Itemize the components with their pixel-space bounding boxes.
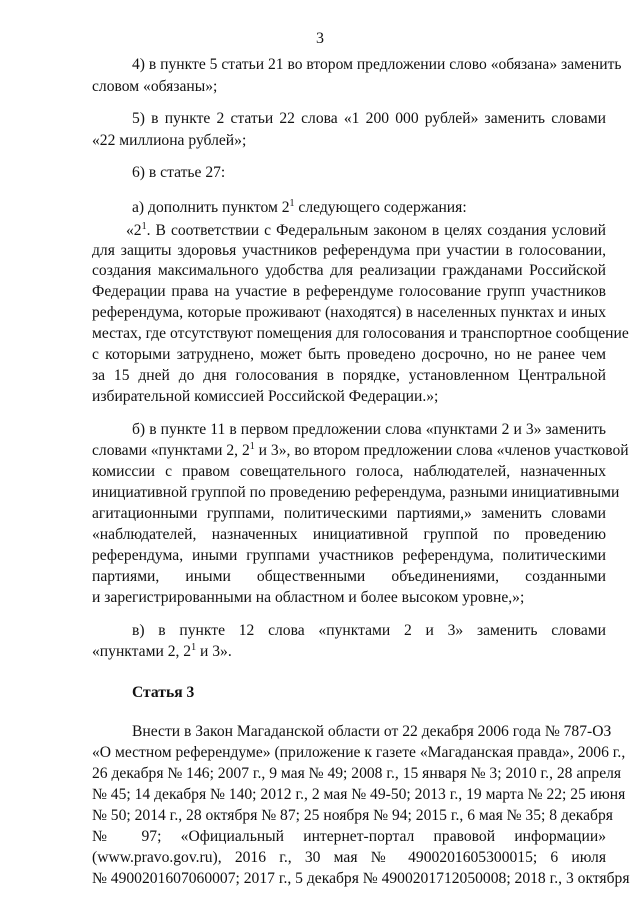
- item-6-line-1: 6) в статье 27:: [132, 164, 226, 181]
- subitem-a-line-4: создания максимального удобства для реализации гражданами Российской: [92, 262, 606, 279]
- subitem-b-line-2: словами «пунктами 2, $2^1$ и 3», во втором предложении слова «членов участковой: [92, 440, 629, 459]
- item-5-line-1: 5) в пункте 2 статьи 22 слова «1 200 000 рублей» заменить словами: [132, 110, 606, 127]
- subitem-b-line-5: агитационными группами, политическими партиями,» заменить словами: [92, 505, 606, 522]
- article-3-line-5: № 50; 2014 г., 28 октября № 87; 25 ноября № 94; 2015 г., 6 мая № 35; 8 декабря: [92, 807, 613, 824]
- item-4-line-1: 4) в пункте 5 статьи 21 во втором предложении слово «обязана» заменить: [132, 56, 622, 73]
- subitem-b-line-6: «наблюдателей, назначенных инициативной группой по проведению: [92, 526, 606, 543]
- subitem-a-line-5: Федерации права на участие в референдуме голосование групп участников: [92, 283, 606, 300]
- subitem-b-line-8: партиями, иными общественными объединениями, созданными: [92, 568, 606, 585]
- subitem-b-line-7: референдума, иными группами участников референдума, политическими: [92, 547, 606, 564]
- article-3-line-4: № 45; 14 декабря № 140; 2012 г., 2 мая № 49-50; 2013 г., 19 марта № 22; 25 июня: [92, 786, 626, 803]
- page-number: 3: [316, 30, 324, 47]
- subitem-b-line-4: инициативной группой по проведению референдума, разными инициативными: [92, 484, 620, 501]
- subitem-b-line-1: б) в пункте 11 в первом предложении слова «пунктами 2 и 3» заменить: [132, 421, 606, 438]
- article-3-line-8: № 4900201607060007; 2017 г., 5 декабря № 4900201712050008; 2018 г., 3 октября: [92, 870, 630, 887]
- subitem-v-line-1: в) в пункте 12 слова «пунктами 2 и 3» заменить словами: [132, 622, 606, 639]
- subitem-b-line-9: и зарегистрированными на областном и более высоком уровне,»;: [92, 589, 525, 606]
- article-3-line-2: «О местном референдуме» (приложение к газете «Магаданская правда», 2006 г.,: [92, 744, 626, 761]
- subitem-v-line-2: «пунктами 2, $2^1$ и 3».: [92, 641, 232, 660]
- article-3-line-7: (www.pravo.gov.ru), 2016 г., 30 мая № 4900201605300015; 6 июля: [92, 849, 606, 866]
- subitem-a-line-2: «$2^1$. В соответствии с Федеральным законом в целях создания условий: [126, 220, 606, 239]
- subitem-b-line-3: комиссии с правом совещательного голоса, наблюдателей, назначенных: [92, 463, 606, 480]
- subitem-a-line-9: за 15 дней до дня голосования в порядке, установленном Центральной: [92, 367, 606, 384]
- subitem-a-line-3: для защиты здоровья участников референдума при участии в голосовании,: [92, 242, 606, 259]
- subitem-a-line-10: избирательной комиссией Российской Федерации.»;: [92, 388, 439, 405]
- article-3-line-6: № 97; «Официальный интернет-портал правовой информации»: [92, 828, 606, 845]
- article-3-line-1: Внести в Закон Магаданской области от 22 декабря 2006 года № 787-ОЗ: [132, 723, 612, 740]
- subitem-a-line-8: с которыми затруднено, может быть проведено досрочно, но не ранее чем: [92, 346, 606, 363]
- subitem-a-line-1: а) дополнить пунктом $2^1$ следующего содержания:: [132, 197, 467, 216]
- item-4-line-2: словом «обязаны»;: [92, 78, 218, 95]
- item-5-line-2: «22 миллиона рублей»;: [92, 132, 247, 149]
- subitem-a-line-6: референдума, которые проживают (находятся) в населенных пунктах и иных: [92, 304, 606, 321]
- article-3-line-3: 26 декабря № 146; 2007 г., 9 мая № 49; 2008 г., 15 января № 3; 2010 г., 28 апреля: [92, 765, 622, 782]
- article-3-heading: Статья 3: [132, 684, 195, 701]
- subitem-a-line-7: местах, где отсутствуют помещения для голосования и транспортное сообщение: [92, 325, 629, 342]
